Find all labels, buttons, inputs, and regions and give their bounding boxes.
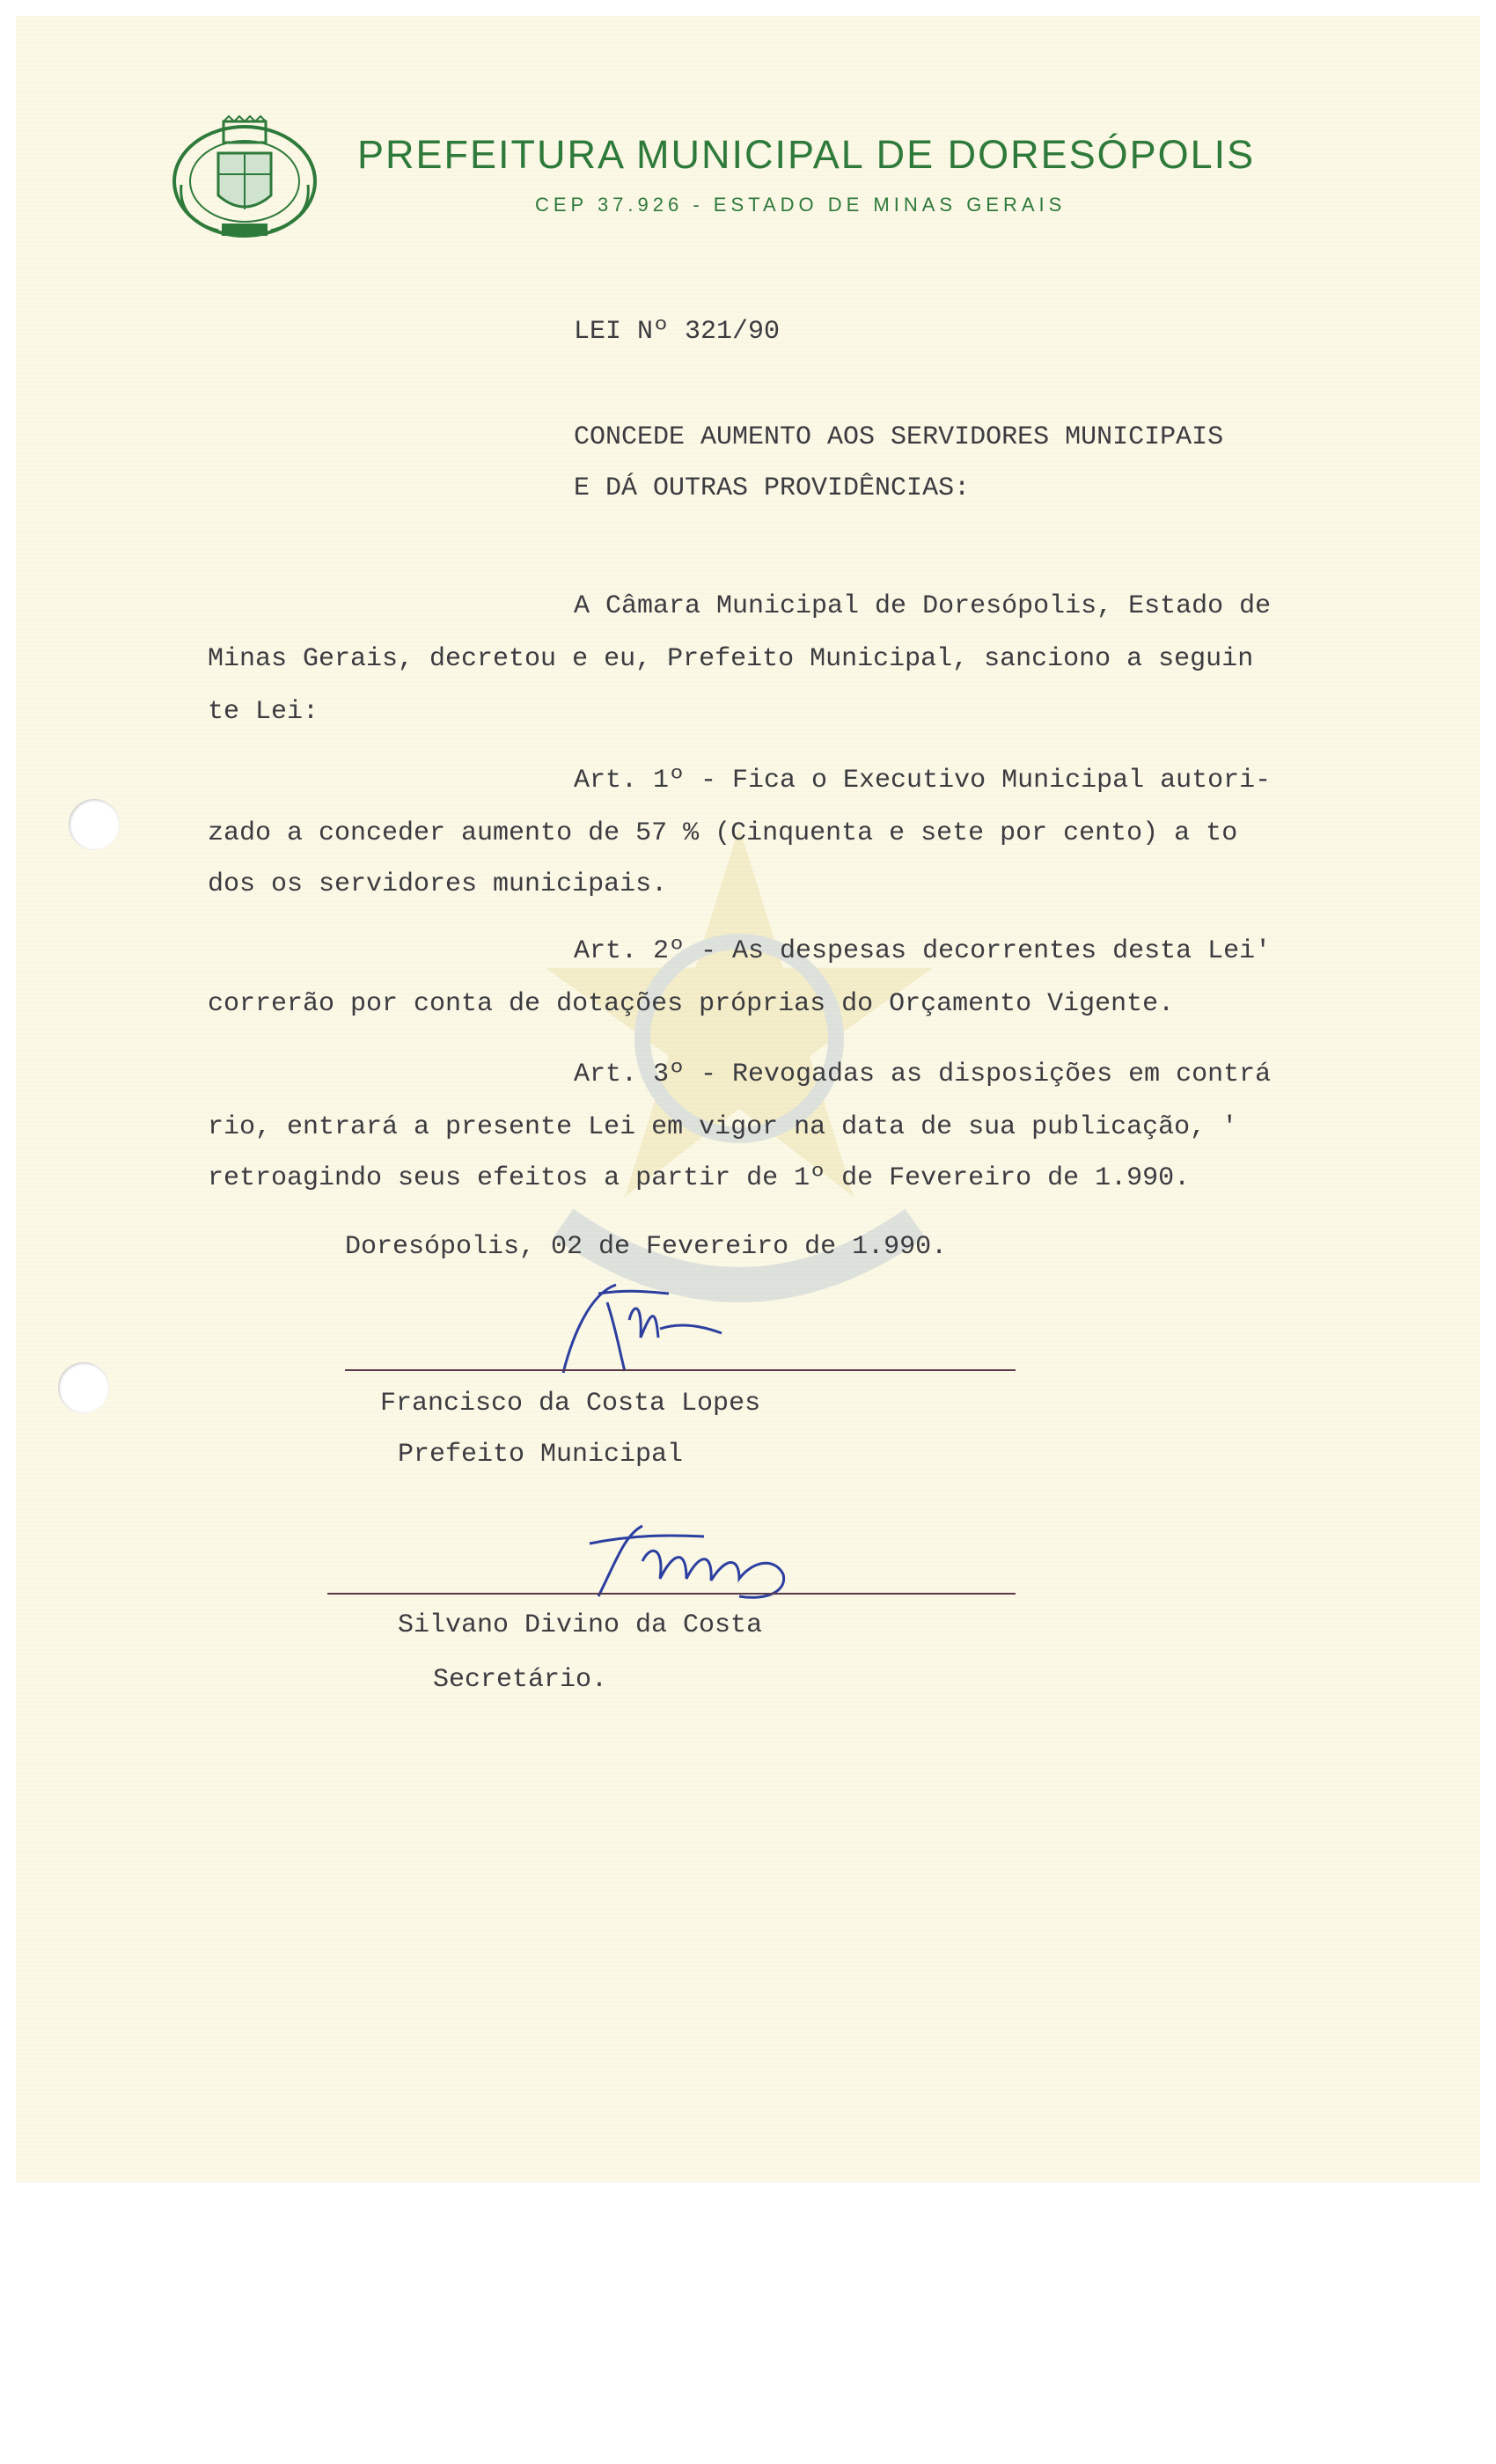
law-summary-line: CONCEDE AUMENTO AOS SERVIDORES MUNICIPAIS [574, 422, 1224, 452]
signature-line [327, 1593, 1016, 1595]
signature-line [345, 1369, 1016, 1371]
punch-hole [58, 1362, 109, 1413]
article-2-line: Art. 2º - As despesas decorrentes desta Lei' [574, 936, 1272, 966]
signatory-name: Silvano Divino da Costa [398, 1610, 763, 1640]
article-1-line: Art. 1º - Fica o Executivo Municipal autori- [574, 766, 1272, 796]
article-1-line: dos os servidores municipais. [208, 869, 668, 899]
article-2-line: correrão por conta de dotações próprias do Orçamento Vigente. [208, 989, 1175, 1019]
preamble-line: Minas Gerais, decretou e eu, Prefeito Municipal, sanciono a seguin [208, 644, 1254, 674]
place-date: Doresópolis, 02 de Fevereiro de 1.990. [345, 1232, 948, 1262]
municipal-seal-icon [169, 114, 320, 241]
article-1-line: zado a conceder aumento de 57 % (Cinquenta e sete por cento) a to [208, 818, 1238, 848]
article-3-line: Art. 3º - Revogadas as disposições em contrá [574, 1060, 1272, 1089]
law-number: LEI Nº 321/90 [574, 317, 781, 347]
law-summary-line: E DÁ OUTRAS PROVIDÊNCIAS: [574, 473, 971, 503]
article-3-line: retroagindo seus efeitos a partir de 1º de Fevereiro de 1.990. [208, 1163, 1191, 1193]
article-3-line: rio, entrará a presente Lei em vigor na data de sua publicação, ' [208, 1112, 1238, 1142]
signatory-role: Secretário. [433, 1665, 608, 1695]
punch-hole [69, 799, 120, 850]
letterhead-subtitle: CEP 37.926 - ESTADO DE MINAS GERAIS [535, 194, 1067, 216]
mayor-signature [546, 1267, 739, 1382]
preamble-line: te Lei: [208, 697, 319, 727]
signatory-role: Prefeito Municipal [398, 1440, 684, 1470]
preamble-line: A Câmara Municipal de Doresópolis, Estado de [574, 591, 1272, 621]
secretary-signature [563, 1508, 792, 1614]
signatory-name: Francisco da Costa Lopes [380, 1389, 761, 1419]
letterhead-title: PREFEITURA MUNICIPAL DE DORESÓPOLIS [357, 132, 1256, 177]
